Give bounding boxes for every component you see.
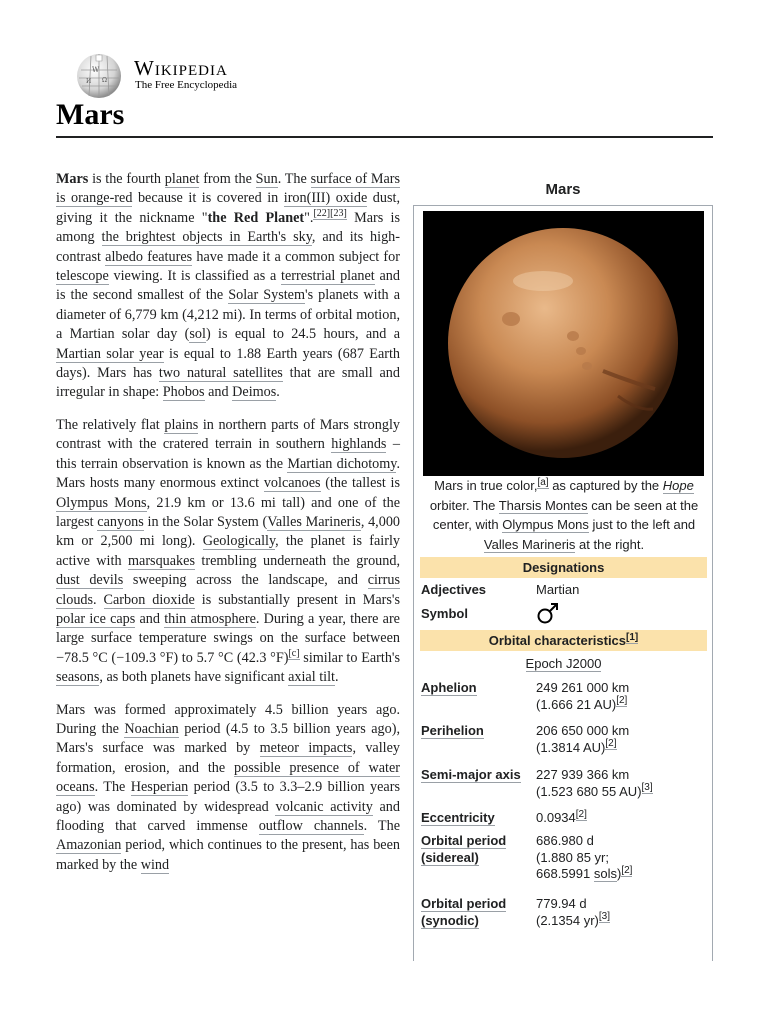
paragraph-1 xyxy=(56,170,400,403)
row-label xyxy=(421,767,529,784)
caption-text: orbiter. The xyxy=(429,497,499,513)
row-value xyxy=(536,833,708,883)
row-value: Martian xyxy=(536,582,580,597)
link-polar-ice-caps[interactable]: polar ice caps xyxy=(56,610,136,627)
link-highlands[interactable]: highlands xyxy=(331,436,387,453)
value-line: 0.0934 xyxy=(536,810,576,825)
link-valles-marineris[interactable]: Valles Marineris xyxy=(267,513,361,530)
caption-text: can be seen at the center, with xyxy=(432,497,699,532)
text: (the tallest is xyxy=(320,475,400,492)
link-natural-satellites[interactable]: two natural satellites xyxy=(158,365,283,382)
text: . xyxy=(276,384,280,401)
text: is equal to 1.88 Earth years (687 Earth days). Mars has xyxy=(56,345,401,382)
link-canyons[interactable]: canyons xyxy=(97,513,144,530)
link-solar-system[interactable]: Solar System xyxy=(228,287,306,304)
reference-3[interactable]: [3] xyxy=(641,782,653,794)
link-phobos[interactable]: Phobos xyxy=(162,384,205,401)
text: dust, giving it the nickname " xyxy=(56,190,401,226)
text: . The xyxy=(277,171,311,187)
text: . The xyxy=(94,779,131,796)
link-eccentricity[interactable]: Eccentricity xyxy=(421,810,495,825)
title-divider xyxy=(56,136,713,138)
link-carbon-dioxide[interactable]: Carbon dioxide xyxy=(103,591,195,608)
link-perihelion[interactable]: Perihelion xyxy=(421,723,484,738)
value-line: 686.980 d xyxy=(536,833,594,848)
text: . During a year, there are large surface temperature swings on the surface between −78.5 °C (−109.3 °F) to 5.7 °C (42.3 °F) xyxy=(56,610,400,666)
value-line: (1.523 680 55 AU) xyxy=(536,783,642,799)
link-thin-atmosphere[interactable]: thin atmosphere xyxy=(164,610,256,627)
mars-symbol-icon xyxy=(536,603,560,625)
text: period (3.5 to 3.3–2.9 billion years ago) was dominated by widespread xyxy=(56,779,400,815)
text: ) is equal to 24.5 hours, and a xyxy=(205,326,400,343)
text: and is the second smallest of the xyxy=(56,268,400,304)
text: . The xyxy=(363,818,400,834)
infobox xyxy=(413,176,713,966)
row-label xyxy=(421,833,529,866)
section-header-designations: Designations xyxy=(420,557,707,578)
link-orbital-period[interactable]: Orbital period (sidereal) xyxy=(421,833,507,865)
link-volcanoes[interactable]: volcanoes xyxy=(263,475,321,492)
infobox-frame xyxy=(413,205,713,961)
link-amazonian[interactable]: Amazonian xyxy=(56,837,122,854)
svg-text:Ω: Ω xyxy=(102,77,107,84)
value-line: 779.94 d xyxy=(536,896,587,911)
text: , valley formation, erosion, and the xyxy=(56,740,400,776)
text: , 4,000 km or 2,500 mi long). xyxy=(56,513,401,550)
text: viewing. It is classified as a xyxy=(108,268,281,285)
link-deimos[interactable]: Deimos xyxy=(232,384,277,401)
paragraph-3 xyxy=(56,701,400,876)
value-line: (1.666 21 AU) xyxy=(536,696,617,712)
text: , 21.9 km or 13.6 mi tall) and one of the largest xyxy=(56,494,400,530)
text: – this terrain observation is known as the xyxy=(56,436,401,472)
mars-globe-illustration xyxy=(423,211,704,476)
text: is the fourth xyxy=(88,171,165,187)
text: trembling underneath the ground, xyxy=(194,552,401,569)
text: sweeping across the landscape, and xyxy=(123,572,368,589)
link-iron-oxide[interactable]: iron(III) oxide xyxy=(283,190,368,207)
reference-2[interactable]: [2] xyxy=(621,864,633,876)
text: ". xyxy=(304,209,314,226)
wikipedia-logo[interactable] xyxy=(75,52,275,98)
value-line: 227 939 366 km xyxy=(536,767,630,782)
text: . xyxy=(334,669,339,686)
text: in the Solar System ( xyxy=(143,513,268,530)
bold-text: the Red Planet xyxy=(207,209,305,226)
row-value xyxy=(536,680,708,713)
text: and xyxy=(204,384,233,401)
reference-2[interactable]: [2] xyxy=(616,695,628,707)
reference-22[interactable]: [22] xyxy=(313,208,331,220)
text: Mars was formed approximately 4.5 billion years ago. During the xyxy=(56,701,400,737)
link-meteor-impacts[interactable]: meteor impacts xyxy=(259,740,353,757)
reference-3[interactable]: [3] xyxy=(598,911,610,923)
text: . xyxy=(93,591,104,608)
reference-23[interactable]: [23] xyxy=(330,208,347,220)
wikipedia-globe-icon xyxy=(75,52,123,100)
note-c[interactable]: [c] xyxy=(288,648,300,660)
link-hesperian[interactable]: Hesperian xyxy=(130,779,189,796)
link-terrestrial-planet[interactable]: terrestrial planet xyxy=(281,268,375,285)
text: is substantially present in Mars's xyxy=(194,591,400,608)
link-outflow-channels[interactable]: outflow channels xyxy=(258,818,364,834)
text: from the xyxy=(199,171,256,187)
value-line: ) xyxy=(616,866,622,881)
image-caption xyxy=(418,476,710,554)
link-sols[interactable]: sols xyxy=(593,866,617,881)
link-albedo-features[interactable]: albedo features xyxy=(105,248,193,265)
link-valles-marineris[interactable]: Valles Marineris xyxy=(483,536,576,552)
row-label: Adjectives xyxy=(421,582,487,597)
link-dust-devils[interactable]: dust devils xyxy=(56,572,124,589)
svg-text:W: W xyxy=(92,66,100,74)
link-noachian[interactable]: Noachian xyxy=(124,720,179,737)
bold-text: Mars xyxy=(56,171,89,187)
text: , as both planets have significant xyxy=(99,669,289,686)
caption-text: just to the left and xyxy=(588,517,696,532)
row-label xyxy=(421,810,529,827)
row-label: Symbol xyxy=(421,606,468,621)
value-line: (1.880 85 yr; xyxy=(536,849,609,865)
text: that are small and irregular in shape: xyxy=(56,365,400,401)
svg-text:И: И xyxy=(86,78,92,85)
link-epoch-j2000[interactable]: Epoch J2000 xyxy=(525,656,602,671)
row-value xyxy=(536,810,708,827)
link-water-oceans[interactable]: possible presence of water oceans xyxy=(56,759,401,796)
value-line: 249 261 000 km xyxy=(536,680,630,695)
text: have made it a common subject for xyxy=(192,248,400,265)
reference-2[interactable]: [2] xyxy=(575,808,587,820)
link-olympus-mons[interactable]: Olympus Mons xyxy=(502,517,589,532)
link-martian-solar-year[interactable]: Martian solar year xyxy=(56,345,164,362)
link-marsquakes[interactable]: marsquakes xyxy=(127,552,195,569)
link-olympus-mons[interactable]: Olympus Mons xyxy=(56,494,147,511)
text: in northern parts of Mars strongly contrast with the cratered terrain in southern xyxy=(56,416,400,453)
link-axial-tilt[interactable]: axial tilt xyxy=(288,669,335,686)
link-aphelion[interactable]: Aphelion xyxy=(421,680,477,695)
value-line: 206 650 000 km xyxy=(536,723,630,738)
text: Mars is among xyxy=(56,209,401,246)
link-sol[interactable]: sol xyxy=(189,326,206,343)
caption-text: Mars in true color, xyxy=(434,478,538,493)
link-wind[interactable]: wind xyxy=(140,856,170,873)
header-text: Orbital characteristics xyxy=(488,633,627,648)
text: , the planet is fairly active with xyxy=(56,533,400,569)
text: similar to Earth's xyxy=(299,649,400,666)
row-value xyxy=(536,723,708,756)
row-label xyxy=(421,896,529,929)
value-line: (2.1354 yr) xyxy=(536,912,599,928)
value-line: (1.3814 AU) xyxy=(536,739,606,755)
link-volcanic-activity[interactable]: volcanic activity xyxy=(275,798,373,815)
text: period (4.5 to 3.5 billion years ago), Mars's surface was marked by xyxy=(56,720,400,757)
reference-1[interactable]: [1] xyxy=(626,631,639,643)
link-synodic-period[interactable]: Orbital period (synodic) xyxy=(421,896,507,928)
link-tharsis-montes[interactable]: Tharsis Montes xyxy=(498,497,588,513)
link-sun[interactable]: Sun xyxy=(255,171,278,187)
tagline: The Free Encyclopedia xyxy=(135,79,238,91)
link-geology[interactable]: Geologically xyxy=(202,533,276,550)
link-seasons[interactable]: seasons xyxy=(56,669,100,686)
caption-text: as captured by the xyxy=(548,478,663,493)
row-value xyxy=(536,896,708,929)
link-planet[interactable]: planet xyxy=(164,171,200,187)
link-semi-major-axis[interactable]: Semi-major axis xyxy=(421,767,521,782)
text: , and its high-contrast xyxy=(56,229,400,265)
text: The relatively flat xyxy=(56,416,165,433)
link-cirrus-clouds[interactable]: cirrus clouds xyxy=(56,572,400,608)
link-telescope[interactable]: telescope xyxy=(56,268,109,285)
link-surface-color[interactable]: surface of Mars is orange-red xyxy=(56,171,400,207)
reference-2[interactable]: [2] xyxy=(605,738,617,750)
link-martian-dichotomy[interactable]: Martian dichotomy xyxy=(287,455,397,472)
text: because it is covered in xyxy=(132,190,284,207)
row-label xyxy=(421,723,529,740)
value-line: 668.5991 xyxy=(536,866,594,881)
text: and flooding that carved immense xyxy=(56,798,400,834)
paragraph-2 xyxy=(56,416,400,688)
row-label xyxy=(421,680,529,697)
text: . Mars hosts many enormous extinct xyxy=(56,455,400,492)
text: period, which continues to the present, has been marked by the xyxy=(56,837,400,873)
mars-image[interactable] xyxy=(423,211,704,476)
link-plains[interactable]: plains xyxy=(164,416,199,433)
infobox-title: Mars xyxy=(545,181,581,198)
section-header-orbital xyxy=(420,630,707,651)
page-title: Mars xyxy=(56,98,125,131)
text: 's planets with a diameter of 6,779 km (4,212 mi). In terms of orbital motion, a Martian solar day ( xyxy=(56,287,400,343)
note-a[interactable]: [a] xyxy=(537,476,549,488)
text: and xyxy=(135,610,165,627)
caption-text: at the right. xyxy=(575,536,645,552)
link-hope[interactable]: Hope xyxy=(662,478,694,493)
wordmark: Wikipedia xyxy=(134,56,228,80)
row-value xyxy=(536,767,708,800)
link-brightest-objects[interactable]: the brightest objects in Earth's sky xyxy=(101,229,312,246)
epoch-row xyxy=(420,656,707,671)
article-body xyxy=(56,170,400,888)
